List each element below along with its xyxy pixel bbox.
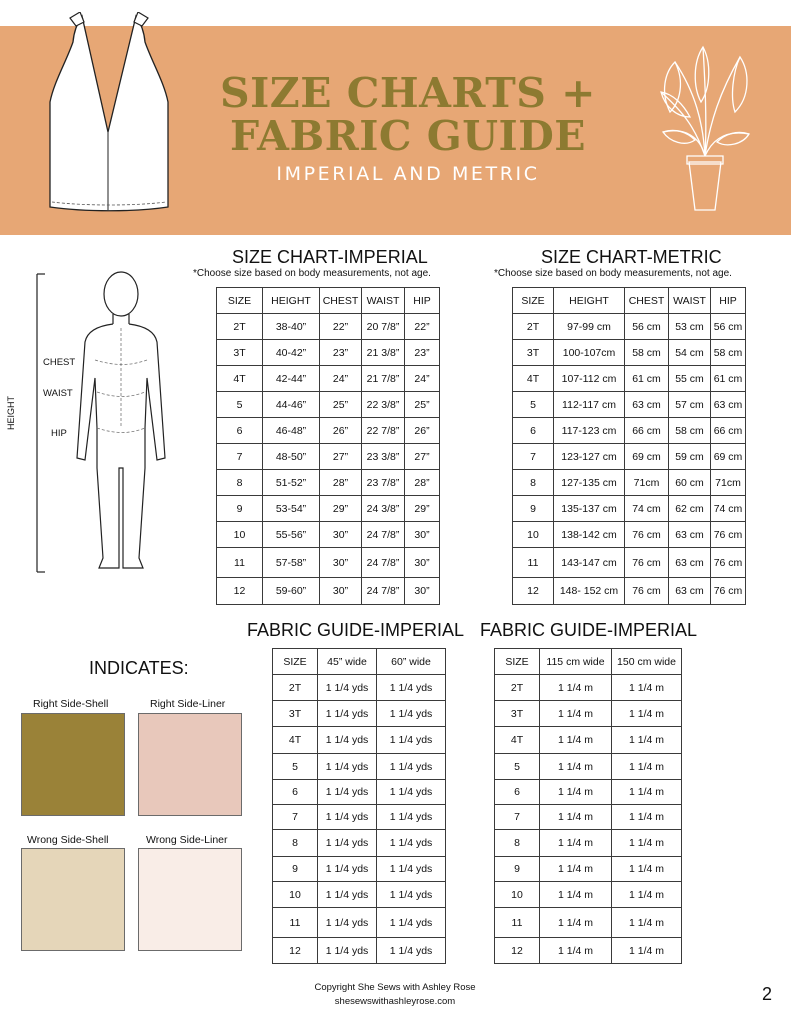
table-cell: 100-107cm bbox=[554, 340, 625, 366]
column-header: HIP bbox=[405, 288, 440, 314]
table-cell: 71cm bbox=[711, 470, 746, 496]
table-cell: 63 cm bbox=[669, 548, 711, 578]
table-cell: 1 1/4 yds bbox=[318, 701, 377, 727]
table-cell: 51-52” bbox=[263, 470, 320, 496]
table-cell: 1 1/4 m bbox=[540, 830, 612, 857]
table-cell: 1 1/4 m bbox=[540, 754, 612, 780]
swatch-label-right-shell: Right Side-Shell bbox=[33, 698, 109, 710]
copyright-text: Copyright She Sews with Ashley Rose bbox=[314, 982, 476, 993]
table-row bbox=[495, 882, 682, 908]
table-cell: 1 1/4 m bbox=[612, 857, 682, 882]
swatch-label-right-liner: Right Side-Liner bbox=[150, 698, 226, 710]
table-cell: 1 1/4 m bbox=[612, 701, 682, 727]
table-cell: 1 1/4 yds bbox=[318, 805, 377, 830]
table-row bbox=[273, 805, 446, 830]
table-cell: 12 bbox=[273, 938, 318, 964]
table-cell: 8 bbox=[513, 470, 554, 496]
table-cell: 1 1/4 yds bbox=[377, 701, 446, 727]
table-cell: 57 cm bbox=[669, 392, 711, 418]
column-header: 115 cm wide bbox=[540, 649, 612, 675]
table-cell: 61 cm bbox=[625, 366, 669, 392]
table-cell: 28” bbox=[320, 470, 362, 496]
page-title bbox=[188, 69, 628, 160]
table-row bbox=[217, 470, 440, 496]
table-row bbox=[217, 366, 440, 392]
page-subtitle: IMPERIAL AND METRIC bbox=[276, 163, 540, 185]
table-cell: 59-60” bbox=[263, 578, 320, 605]
column-header: HEIGHT bbox=[554, 288, 625, 314]
table-cell: 1 1/4 m bbox=[612, 675, 682, 701]
table-cell: 69 cm bbox=[711, 444, 746, 470]
title-line-1: SIZE CHARTS + bbox=[219, 69, 597, 117]
table-cell: 4T bbox=[273, 727, 318, 754]
table-cell: 22 7/8” bbox=[362, 418, 405, 444]
table-cell: 44-46” bbox=[263, 392, 320, 418]
indicates-title: INDICATES: bbox=[89, 658, 189, 678]
table-cell: 1 1/4 yds bbox=[377, 754, 446, 780]
table-cell: 5 bbox=[273, 754, 318, 780]
table-cell: 6 bbox=[495, 780, 540, 805]
table-cell: 66 cm bbox=[711, 418, 746, 444]
table-cell: 135-137 cm bbox=[554, 496, 625, 522]
table-cell: 11 bbox=[273, 908, 318, 938]
size-chart-imperial-title: SIZE CHART-IMPERIAL bbox=[232, 247, 428, 267]
swatch-label-wrong-shell: Wrong Side-Shell bbox=[27, 834, 109, 846]
table-cell: 1 1/4 m bbox=[540, 675, 612, 701]
table-cell: 12 bbox=[513, 578, 554, 605]
table-cell: 22” bbox=[405, 314, 440, 340]
table-cell: 112-117 cm bbox=[554, 392, 625, 418]
table-cell: 12 bbox=[217, 578, 263, 605]
table-cell: 26” bbox=[405, 418, 440, 444]
table-cell: 29” bbox=[405, 496, 440, 522]
table-cell: 7 bbox=[217, 444, 263, 470]
table-cell: 138-142 cm bbox=[554, 522, 625, 548]
table-cell: 25” bbox=[405, 392, 440, 418]
table-row bbox=[513, 366, 746, 392]
table-cell: 53-54” bbox=[263, 496, 320, 522]
table-cell: 1 1/4 m bbox=[612, 908, 682, 938]
table-cell: 63 cm bbox=[669, 578, 711, 605]
table-cell: 9 bbox=[495, 857, 540, 882]
table-cell: 28” bbox=[405, 470, 440, 496]
table-row bbox=[513, 470, 746, 496]
table-cell: 25” bbox=[320, 392, 362, 418]
table-cell: 1 1/4 m bbox=[612, 830, 682, 857]
table-cell: 46-48” bbox=[263, 418, 320, 444]
table-cell: 30” bbox=[320, 548, 362, 578]
column-header: 60” wide bbox=[377, 649, 446, 675]
table-cell: 58 cm bbox=[625, 340, 669, 366]
table-cell: 2T bbox=[495, 675, 540, 701]
table-row bbox=[273, 754, 446, 780]
table-cell: 4T bbox=[513, 366, 554, 392]
table-header-row bbox=[273, 649, 446, 675]
table-cell: 24 7/8” bbox=[362, 578, 405, 605]
table-cell: 23” bbox=[405, 340, 440, 366]
table-cell: 1 1/4 yds bbox=[318, 908, 377, 938]
table-cell: 8 bbox=[273, 830, 318, 857]
swatch-right-side-liner bbox=[138, 713, 242, 816]
table-cell: 1 1/4 m bbox=[612, 727, 682, 754]
table-cell: 53 cm bbox=[669, 314, 711, 340]
table-row bbox=[495, 857, 682, 882]
table-cell: 1 1/4 yds bbox=[377, 908, 446, 938]
title-line-2: FABRIC GUIDE bbox=[229, 112, 587, 160]
table-row bbox=[217, 444, 440, 470]
table-cell: 24” bbox=[320, 366, 362, 392]
table-cell: 30” bbox=[405, 578, 440, 605]
table-cell: 66 cm bbox=[625, 418, 669, 444]
table-cell: 76 cm bbox=[625, 578, 669, 605]
table-cell: 1 1/4 yds bbox=[318, 830, 377, 857]
table-cell: 117-123 cm bbox=[554, 418, 625, 444]
table-cell: 24 3/8” bbox=[362, 496, 405, 522]
table-cell: 55-56” bbox=[263, 522, 320, 548]
size-chart-metric-title: SIZE CHART-METRIC bbox=[541, 247, 722, 267]
table-cell: 1 1/4 yds bbox=[377, 675, 446, 701]
table-cell: 1 1/4 m bbox=[540, 701, 612, 727]
table-cell: 6 bbox=[513, 418, 554, 444]
table-cell: 1 1/4 yds bbox=[318, 727, 377, 754]
table-cell: 1 1/4 m bbox=[540, 882, 612, 908]
table-cell: 71cm bbox=[625, 470, 669, 496]
table-cell: 9 bbox=[273, 857, 318, 882]
table-cell: 30” bbox=[320, 522, 362, 548]
table-row bbox=[495, 675, 682, 701]
table-cell: 7 bbox=[273, 805, 318, 830]
table-cell: 1 1/4 yds bbox=[377, 727, 446, 754]
fabric-guide-metric-table bbox=[494, 648, 682, 964]
table-cell: 20 7/8” bbox=[362, 314, 405, 340]
table-cell: 107-112 cm bbox=[554, 366, 625, 392]
table-row bbox=[513, 548, 746, 578]
table-row bbox=[217, 522, 440, 548]
swatch-right-side-shell bbox=[21, 713, 125, 816]
table-row bbox=[273, 727, 446, 754]
table-cell: 1 1/4 m bbox=[612, 938, 682, 964]
table-cell: 1 1/4 m bbox=[540, 938, 612, 964]
table-row bbox=[273, 908, 446, 938]
table-cell: 3T bbox=[495, 701, 540, 727]
table-row bbox=[495, 805, 682, 830]
table-cell: 1 1/4 yds bbox=[318, 857, 377, 882]
table-row bbox=[495, 780, 682, 805]
chest-label: CHEST bbox=[43, 357, 76, 368]
column-header: WAIST bbox=[362, 288, 405, 314]
table-cell: 6 bbox=[217, 418, 263, 444]
column-header: CHEST bbox=[320, 288, 362, 314]
table-cell: 48-50” bbox=[263, 444, 320, 470]
table-cell: 63 cm bbox=[669, 522, 711, 548]
table-cell: 3T bbox=[273, 701, 318, 727]
table-cell: 24” bbox=[405, 366, 440, 392]
column-header: SIZE bbox=[513, 288, 554, 314]
table-row bbox=[273, 857, 446, 882]
table-row bbox=[495, 754, 682, 780]
table-cell: 57-58” bbox=[263, 548, 320, 578]
column-header: 45” wide bbox=[318, 649, 377, 675]
table-cell: 10 bbox=[513, 522, 554, 548]
table-row bbox=[513, 578, 746, 605]
child-body-figure bbox=[15, 268, 175, 578]
table-header-row bbox=[513, 288, 746, 314]
table-cell: 27” bbox=[405, 444, 440, 470]
table-cell: 1 1/4 yds bbox=[377, 938, 446, 964]
fabric-guide-imperial-title: FABRIC GUIDE-IMPERIAL bbox=[247, 620, 465, 640]
table-cell: 9 bbox=[217, 496, 263, 522]
table-cell: 1 1/4 yds bbox=[377, 857, 446, 882]
table-cell: 1 1/4 yds bbox=[377, 882, 446, 908]
table-row bbox=[273, 701, 446, 727]
table-row bbox=[513, 314, 746, 340]
waist-label: WAIST bbox=[43, 388, 73, 399]
height-label: HEIGHT bbox=[6, 395, 16, 430]
table-cell: 21 3/8” bbox=[362, 340, 405, 366]
table-cell: 1 1/4 yds bbox=[377, 830, 446, 857]
table-cell: 23 7/8” bbox=[362, 470, 405, 496]
table-cell: 127-135 cm bbox=[554, 470, 625, 496]
table-cell: 1 1/4 yds bbox=[318, 754, 377, 780]
table-cell: 8 bbox=[217, 470, 263, 496]
table-cell: 69 cm bbox=[625, 444, 669, 470]
table-cell: 11 bbox=[217, 548, 263, 578]
table-header-row bbox=[217, 288, 440, 314]
column-header: CHEST bbox=[625, 288, 669, 314]
table-cell: 143-147 cm bbox=[554, 548, 625, 578]
table-cell: 22” bbox=[320, 314, 362, 340]
page-number: 2 bbox=[762, 984, 773, 1004]
table-cell: 148- 152 cm bbox=[554, 578, 625, 605]
table-cell: 3T bbox=[513, 340, 554, 366]
table-row bbox=[217, 578, 440, 605]
table-cell: 76 cm bbox=[711, 548, 746, 578]
table-row bbox=[513, 392, 746, 418]
table-cell: 1 1/4 m bbox=[612, 882, 682, 908]
column-header: HEIGHT bbox=[263, 288, 320, 314]
table-cell: 7 bbox=[513, 444, 554, 470]
table-row bbox=[217, 418, 440, 444]
table-row bbox=[495, 727, 682, 754]
table-cell: 2T bbox=[513, 314, 554, 340]
table-cell: 9 bbox=[513, 496, 554, 522]
table-cell: 24 7/8” bbox=[362, 522, 405, 548]
table-cell: 10 bbox=[495, 882, 540, 908]
table-cell: 8 bbox=[495, 830, 540, 857]
table-cell: 1 1/4 m bbox=[540, 727, 612, 754]
table-cell: 29” bbox=[320, 496, 362, 522]
table-cell: 55 cm bbox=[669, 366, 711, 392]
table-cell: 2T bbox=[217, 314, 263, 340]
table-cell: 23” bbox=[320, 340, 362, 366]
table-cell: 22 3/8” bbox=[362, 392, 405, 418]
table-cell: 74 cm bbox=[711, 496, 746, 522]
table-cell: 42-44” bbox=[263, 366, 320, 392]
dress-illustration bbox=[40, 12, 180, 222]
table-cell: 12 bbox=[495, 938, 540, 964]
table-row bbox=[513, 418, 746, 444]
table-cell: 61 cm bbox=[711, 366, 746, 392]
table-row bbox=[273, 780, 446, 805]
table-cell: 1 1/4 m bbox=[612, 780, 682, 805]
column-header: 150 cm wide bbox=[612, 649, 682, 675]
table-cell: 1 1/4 m bbox=[540, 908, 612, 938]
table-cell: 63 cm bbox=[625, 392, 669, 418]
table-row bbox=[273, 830, 446, 857]
table-row bbox=[513, 444, 746, 470]
table-cell: 58 cm bbox=[669, 418, 711, 444]
swatch-label-wrong-liner: Wrong Side-Liner bbox=[146, 834, 228, 846]
table-row bbox=[495, 908, 682, 938]
table-cell: 26” bbox=[320, 418, 362, 444]
size-chart-imperial-table bbox=[216, 287, 440, 605]
table-cell: 1 1/4 yds bbox=[318, 938, 377, 964]
table-cell: 2T bbox=[273, 675, 318, 701]
table-cell: 56 cm bbox=[625, 314, 669, 340]
table-cell: 7 bbox=[495, 805, 540, 830]
swatch-wrong-side-shell bbox=[21, 848, 125, 951]
table-row bbox=[217, 392, 440, 418]
table-cell: 1 1/4 m bbox=[540, 857, 612, 882]
size-chart-imperial-note: *Choose size based on body measurements, not age. bbox=[193, 268, 431, 279]
table-row bbox=[217, 496, 440, 522]
table-cell: 1 1/4 yds bbox=[377, 805, 446, 830]
table-cell: 76 cm bbox=[711, 578, 746, 605]
swatch-wrong-side-liner bbox=[138, 848, 242, 951]
column-header: HIP bbox=[711, 288, 746, 314]
size-chart-metric-note: *Choose size based on body measurements, not age. bbox=[494, 268, 732, 279]
table-cell: 11 bbox=[495, 908, 540, 938]
table-cell: 58 cm bbox=[711, 340, 746, 366]
table-cell: 123-127 cm bbox=[554, 444, 625, 470]
table-cell: 54 cm bbox=[669, 340, 711, 366]
table-cell: 5 bbox=[495, 754, 540, 780]
column-header: WAIST bbox=[669, 288, 711, 314]
table-cell: 1 1/4 m bbox=[612, 805, 682, 830]
table-row bbox=[513, 522, 746, 548]
table-cell: 30” bbox=[320, 578, 362, 605]
website-text: shesewswithashleyrose.com bbox=[334, 996, 456, 1007]
table-row bbox=[217, 340, 440, 366]
table-row bbox=[217, 548, 440, 578]
table-cell: 23 3/8” bbox=[362, 444, 405, 470]
table-cell: 59 cm bbox=[669, 444, 711, 470]
table-cell: 76 cm bbox=[625, 522, 669, 548]
table-cell: 1 1/4 m bbox=[540, 805, 612, 830]
table-cell: 76 cm bbox=[625, 548, 669, 578]
table-cell: 10 bbox=[273, 882, 318, 908]
table-cell: 1 1/4 yds bbox=[318, 675, 377, 701]
table-cell: 60 cm bbox=[669, 470, 711, 496]
column-header: SIZE bbox=[495, 649, 540, 675]
table-cell: 4T bbox=[495, 727, 540, 754]
table-row bbox=[273, 938, 446, 964]
table-cell: 97-99 cm bbox=[554, 314, 625, 340]
table-row bbox=[495, 830, 682, 857]
table-cell: 74 cm bbox=[625, 496, 669, 522]
table-cell: 30” bbox=[405, 522, 440, 548]
table-cell: 63 cm bbox=[711, 392, 746, 418]
table-row bbox=[273, 882, 446, 908]
table-cell: 1 1/4 yds bbox=[318, 882, 377, 908]
table-row bbox=[495, 938, 682, 964]
table-cell: 24 7/8” bbox=[362, 548, 405, 578]
table-cell: 40-42” bbox=[263, 340, 320, 366]
plant-illustration bbox=[655, 42, 755, 214]
table-cell: 1 1/4 yds bbox=[318, 780, 377, 805]
table-row bbox=[273, 675, 446, 701]
table-cell: 3T bbox=[217, 340, 263, 366]
size-chart-metric-table bbox=[512, 287, 746, 605]
table-cell: 1 1/4 m bbox=[540, 780, 612, 805]
table-cell: 1 1/4 yds bbox=[377, 780, 446, 805]
table-row bbox=[513, 340, 746, 366]
table-cell: 1 1/4 m bbox=[612, 754, 682, 780]
table-cell: 5 bbox=[513, 392, 554, 418]
hip-label: HIP bbox=[51, 428, 67, 439]
fabric-guide-metric-title: FABRIC GUIDE-IMPERIAL bbox=[480, 620, 698, 640]
column-header: SIZE bbox=[273, 649, 318, 675]
fabric-guide-imperial-table bbox=[272, 648, 446, 964]
table-header-row bbox=[495, 649, 682, 675]
table-cell: 62 cm bbox=[669, 496, 711, 522]
table-cell: 10 bbox=[217, 522, 263, 548]
table-cell: 11 bbox=[513, 548, 554, 578]
table-row bbox=[495, 701, 682, 727]
table-cell: 76 cm bbox=[711, 522, 746, 548]
table-cell: 21 7/8” bbox=[362, 366, 405, 392]
table-cell: 38-40” bbox=[263, 314, 320, 340]
table-row bbox=[217, 314, 440, 340]
table-cell: 5 bbox=[217, 392, 263, 418]
table-row bbox=[513, 496, 746, 522]
table-cell: 27” bbox=[320, 444, 362, 470]
table-cell: 30” bbox=[405, 548, 440, 578]
column-header: SIZE bbox=[217, 288, 263, 314]
table-cell: 4T bbox=[217, 366, 263, 392]
table-cell: 6 bbox=[273, 780, 318, 805]
table-cell: 56 cm bbox=[711, 314, 746, 340]
